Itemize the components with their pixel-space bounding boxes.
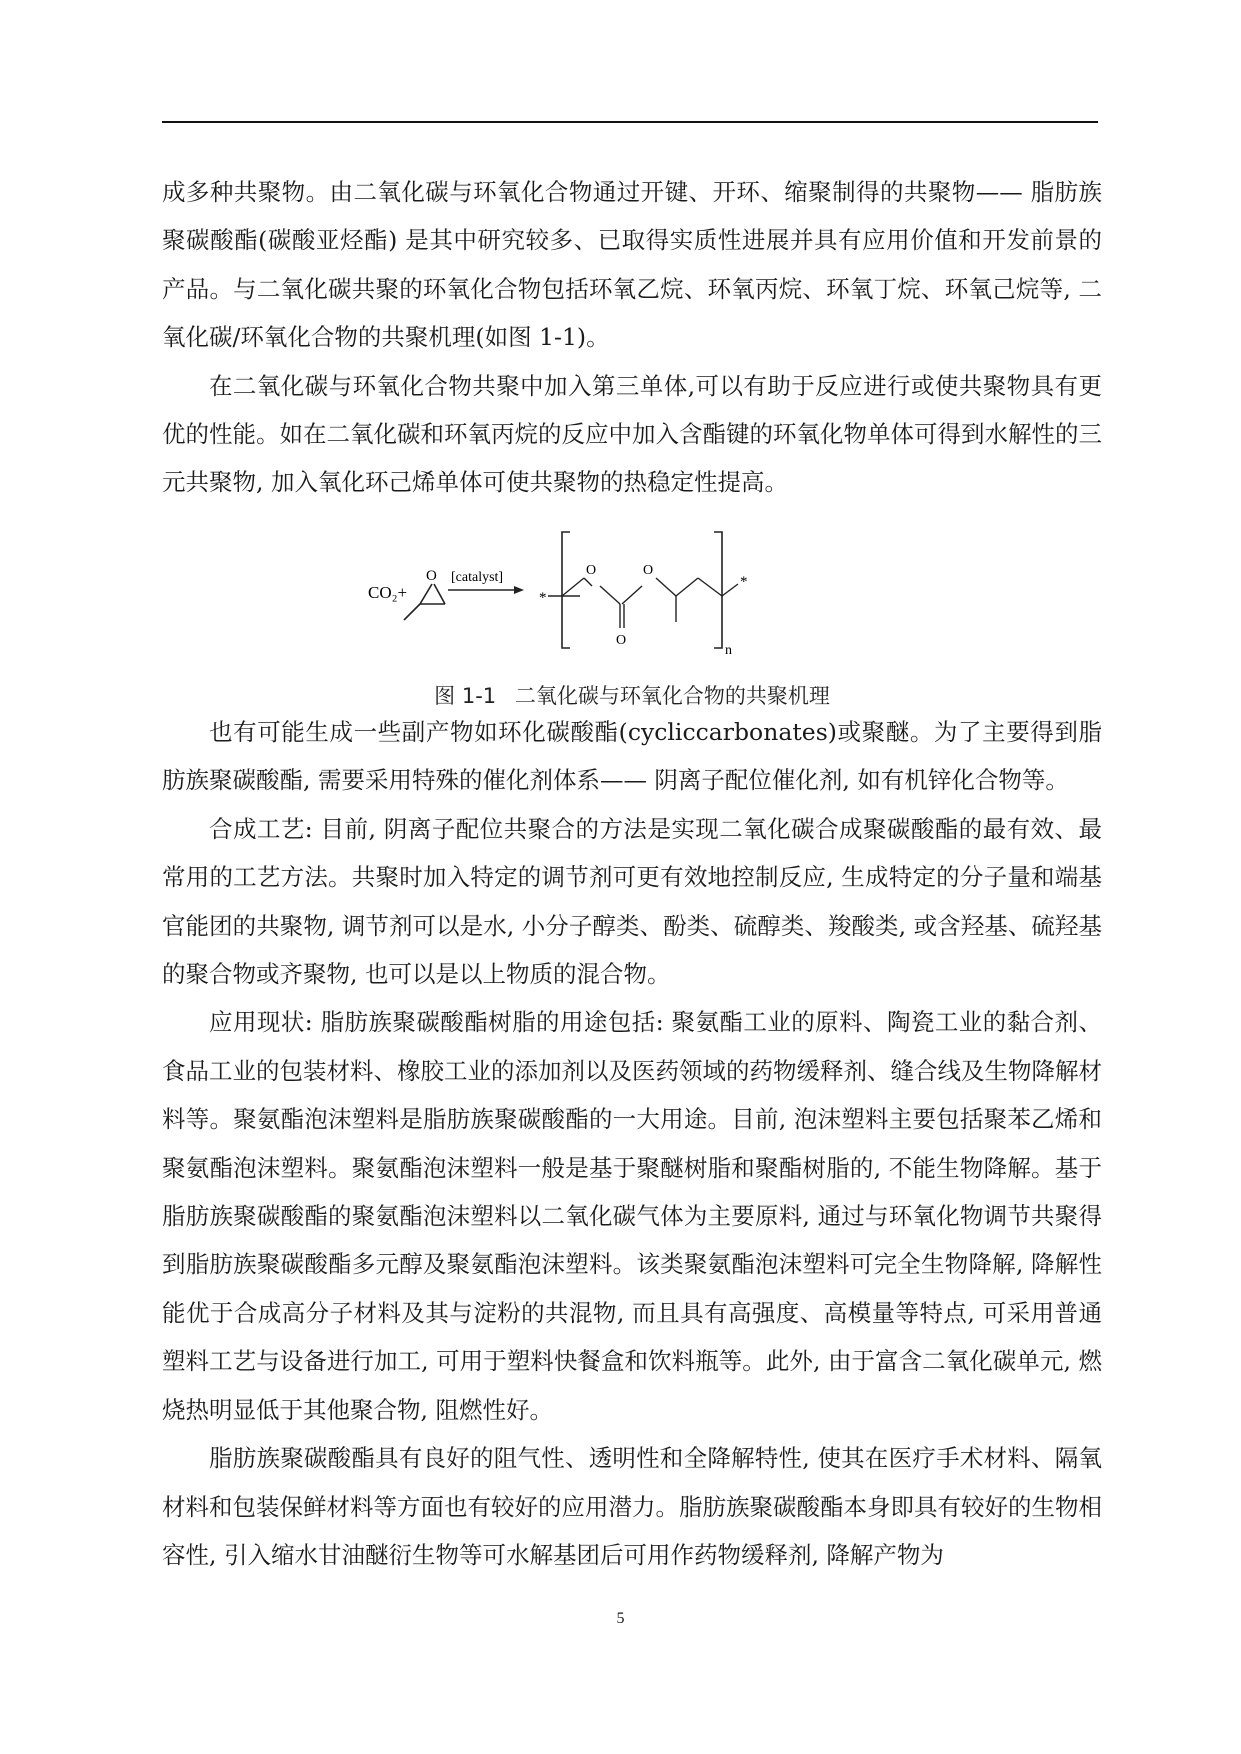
chain-bond	[676, 578, 698, 596]
paragraph: 在二氧化碳与环氧化合物共聚中加入第三单体,可以有助于反应进行或使共聚物具有更优的性能。如在二氧化碳和环氧丙烷的反应中加入含酯键的环氧化物单体可得到水解性的三元共聚物, 加入氧化环己烯单体可使共聚物的热稳定性提高。	[162, 371, 1102, 497]
paragraph: 合成工艺: 目前, 阴离子配位共聚合的方法是实现二氧化碳合成聚碳酸酯的最有效、最常用的工艺方法。共聚时加入特定的调节剂可更有效地控制反应, 生成特定的分子量和端基官能团的共聚物, 调节剂可以是水, 小分子醇类、酚类、硫醇类、羧酸类, 或含羟基、硫羟基的聚合物或齐聚物, 也可以是以上物质的混合物。	[162, 814, 1102, 989]
body-text-bottom	[162, 708, 1102, 1579]
body-text-top	[162, 168, 1102, 507]
figure-caption-number: 图 1-1	[434, 684, 497, 708]
ester-oxygen-1: O	[586, 563, 597, 578]
carbonyl-oxygen: O	[616, 633, 627, 648]
page-number: 5	[616, 1610, 625, 1627]
chain-bond	[622, 586, 642, 604]
reaction-scheme	[362, 520, 842, 660]
repeat-subscript: n	[725, 643, 732, 658]
paragraph: 应用现状: 脂肪族聚碳酸酯树脂的用途包括: 聚氨酯工业的原料、陶瓷工业的黏合剂、食品工业的包装材料、橡胶工业的添加剂以及医药领域的药物缓释剂、缝合线及生物降解材料等。聚氨酯泡沫塑料是脂肪族聚碳酸酯的一大用途。目前, 泡沫塑料主要包括聚苯乙烯和聚氨酯泡沫塑料。聚氨酯泡沫塑料一般是基于聚醚树脂和聚酯树脂的, 不能生物降解。基于脂肪族聚碳酸酯的聚氨酯泡沫塑料以二氧化碳气体为主要原料, 通过与环氧化物调节共聚得到脂肪族聚碳酸酯多元醇及聚氨酯泡沫塑料。该类聚氨酯泡沫塑料可完全生物降解, 降解性能优于合成高分子材料及其与淀粉的共混物, 而且具有高强度、高模量等特点, 可采用普通塑料工艺与设备进行加工, 可用于塑料快餐盒和饮料瓶等。此外, 由于富含二氧化碳单元, 燃烧热明显低于其他聚合物, 阻燃性好。	[162, 1008, 1102, 1424]
epoxide-methyl-bond	[404, 604, 420, 620]
catalyst-label: [catalyst]	[451, 570, 504, 585]
header-rule	[162, 121, 1098, 123]
end-group-right: *	[740, 574, 748, 590]
chain-bond	[562, 578, 584, 596]
chain-bond	[600, 586, 620, 604]
chain-bond	[584, 578, 592, 586]
repeat-bracket-right	[714, 532, 722, 648]
chain-bond	[656, 578, 676, 596]
epoxide-oxygen-label: O	[426, 568, 437, 584]
epoxide-ring-bond	[420, 584, 432, 604]
paragraph: 成多种共聚物。由二氧化碳与环氧化合物通过开键、开环、缩聚制得的共聚物—— 脂肪族聚碳酸酯(碳酸亚烃酯) 是其中研究较多、已取得实质性进展并具有应用价值和开发前景的产品。与二氧化碳共聚的环氧化合物包括环氧乙烷、环氧丙烷、环氧丁烷、环氧己烷等, 二氧化碳/环氧化合物的共聚机理(如图 1-1)。	[162, 178, 1102, 352]
end-bond-right	[722, 584, 738, 596]
reaction-arrow-head	[514, 586, 524, 594]
figure-caption	[162, 680, 1102, 710]
reaction-scheme-figure	[362, 520, 842, 660]
epoxide-ring-bond	[434, 584, 445, 604]
ester-oxygen-2: O	[643, 563, 654, 578]
chain-bond	[698, 578, 722, 596]
co2-label: CO₂+	[368, 583, 408, 602]
paragraph: 也有可能生成一些副产物如环化碳酸酯(cycliccarbonates)或聚醚。为了主要得到脂肪族聚碳酸酯, 需要采用特殊的催化剂体系—— 阴离子配位催化剂, 如有机锌化合物等。	[162, 718, 1102, 795]
figure-caption-text: 二氧化碳与环氧化合物的共聚机理	[514, 684, 830, 708]
end-group-left: *	[539, 590, 547, 606]
paragraph: 脂肪族聚碳酸酯具有良好的阻气性、透明性和全降解特性, 使其在医疗手术材料、隔氧材料和包装保鲜材料等方面也有较好的应用潜力。脂肪族聚碳酸酯本身即具有较好的生物相容性, 引入缩水甘油醚衍生物等可水解基团后可用作药物缓释剂, 降解产物为	[162, 1444, 1102, 1569]
